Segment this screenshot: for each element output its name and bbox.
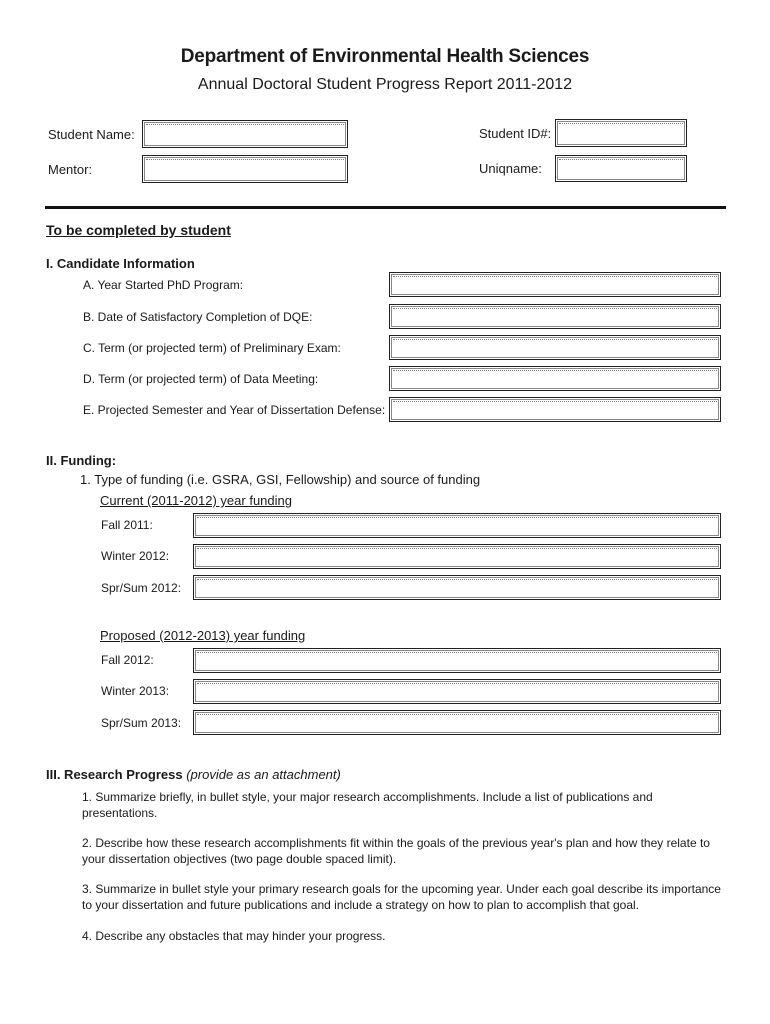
mentor-label: Mentor: — [48, 162, 93, 177]
sprsum-2012-label: Spr/Sum 2012: — [101, 581, 182, 595]
funding-type-text: 1. Type of funding (i.e. GSRA, GSI, Fellowship) and source of funding — [80, 472, 481, 487]
student-section-heading: To be completed by student — [46, 222, 231, 238]
defense-date-field[interactable] — [389, 397, 721, 422]
funding-heading: II. Funding: — [46, 453, 117, 468]
defense-date-label: E. Projected Semester and Year of Dissertation Defense: — [83, 403, 386, 417]
research-progress-title: III. Research Progress — [46, 767, 183, 782]
fall-2012-field[interactable] — [193, 648, 721, 673]
fall-2011-label: Fall 2011: — [101, 518, 153, 532]
prelim-term-field[interactable] — [389, 335, 721, 360]
winter-2013-label: Winter 2013: — [101, 684, 170, 698]
dqe-date-field[interactable] — [389, 304, 721, 329]
section-divider — [45, 206, 726, 209]
form-subtitle: Annual Doctoral Student Progress Report 2011-2012 — [197, 76, 573, 93]
sprsum-2013-field[interactable] — [193, 710, 721, 735]
student-name-field[interactable] — [142, 120, 348, 148]
year-started-label: A. Year Started PhD Program: — [83, 278, 244, 292]
winter-2012-label: Winter 2012: — [101, 549, 170, 563]
research-item-1: 1. Summarize briefly, in bullet style, your major research accomplishments. Include a list of publications and presentations. — [82, 790, 653, 820]
research-progress-heading — [46, 767, 341, 782]
current-funding-heading: Current (2011-2012) year funding — [100, 493, 292, 508]
research-item-2: 2. Describe how these research accomplishments fit within the goals of the previous year's plan and how they relate to your dissertation objectives (two page double spaced limit). — [82, 836, 710, 866]
fall-2011-field[interactable] — [193, 513, 721, 538]
proposed-funding-heading: Proposed (2012-2013) year funding — [100, 628, 306, 643]
uniqname-field[interactable] — [555, 155, 687, 182]
mentor-field[interactable] — [142, 155, 348, 183]
fall-2012-label: Fall 2012: — [101, 653, 154, 667]
student-name-label: Student Name: — [48, 127, 135, 142]
dqe-date-label: B. Date of Satisfactory Completion of DQE: — [83, 310, 313, 324]
form-title: Department of Environmental Health Sciences — [180, 46, 590, 67]
student-id-field[interactable] — [555, 119, 687, 147]
prelim-term-label: C. Term (or projected term) of Preliminary Exam: — [83, 341, 341, 355]
data-meeting-label: D. Term (or projected term) of Data Meeting: — [83, 372, 319, 386]
research-progress-note: (provide as an attachment) — [186, 767, 341, 782]
winter-2013-field[interactable] — [193, 679, 721, 704]
research-item-3: 3. Summarize in bullet style your primary research goals for the upcoming year. Under each goal describe its importance to your dissertation and future publications and include a strategy on how to plan to accomplish that goal. — [82, 882, 721, 912]
winter-2012-field[interactable] — [193, 544, 721, 569]
sprsum-2013-label: Spr/Sum 2013: — [101, 716, 182, 730]
year-started-field[interactable] — [389, 272, 721, 297]
research-item-4: 4. Describe any obstacles that may hinder your progress. — [82, 929, 386, 943]
uniqname-label: Uniqname: — [479, 161, 542, 176]
data-meeting-field[interactable] — [389, 366, 721, 391]
sprsum-2012-field[interactable] — [193, 575, 721, 600]
candidate-info-heading: I. Candidate Information — [46, 256, 195, 271]
student-id-label: Student ID#: — [479, 126, 552, 141]
